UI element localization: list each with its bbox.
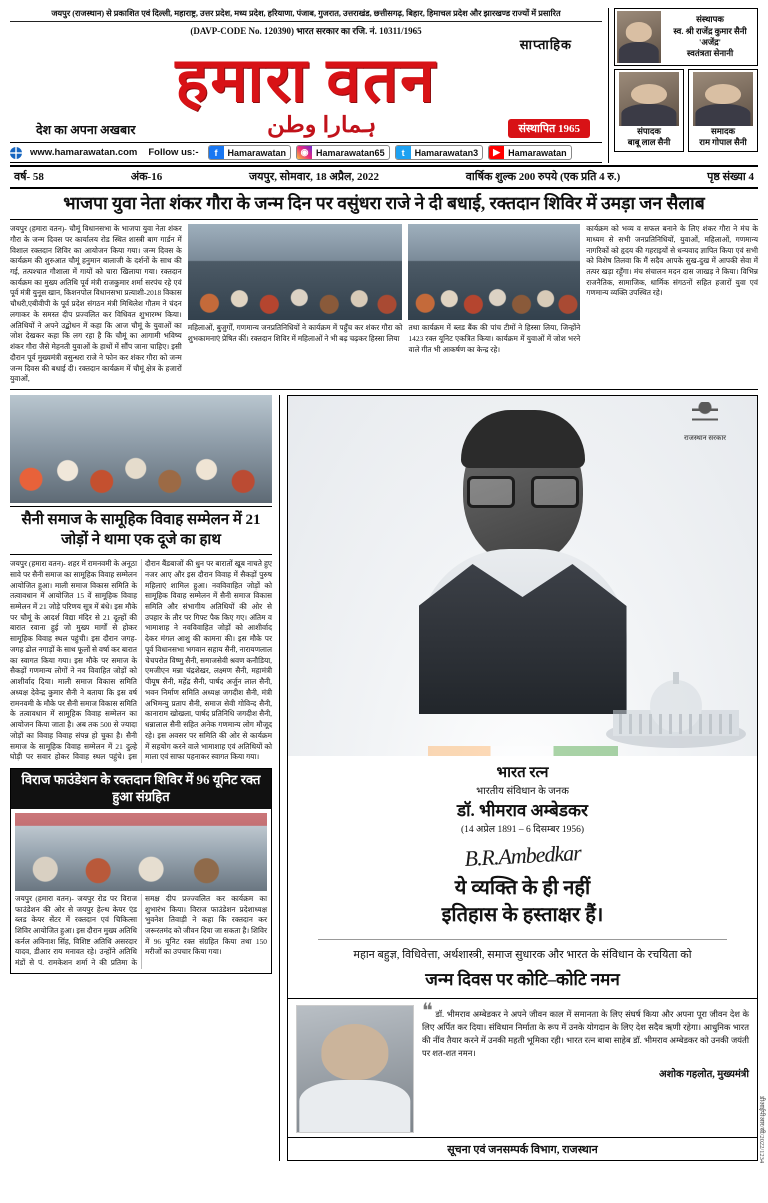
lead-col-2 xyxy=(188,224,403,385)
facebook-icon: f xyxy=(209,145,224,160)
volume-year: वर्ष- 58 xyxy=(14,171,44,184)
place-date: जयपुर, सोमवार, 18 अप्रैल, 2022 xyxy=(249,171,379,184)
instagram-button[interactable] xyxy=(296,145,390,160)
editor-left-role: संपादक xyxy=(637,126,661,136)
ambedkar-titles xyxy=(288,756,757,837)
divider-rule xyxy=(318,939,727,940)
lead-col-3-text: तथा कार्यक्रम में ब्लड बैंक की पांच टीमों ने हिस्सा लिया, जिन्होंने 1423 रक्त यूनिट एकत्रित किया। कार्यक्रम में युवाओं में जोश भरने वाले गीत भी आकर्षण का केन्द्र रहे। xyxy=(408,323,581,354)
story3-headline: विराज फाउंडेशन के रक्तदान शिविर में 96 यूनिट रक्त हुआ संग्रहित xyxy=(11,769,271,809)
editor-left-photo xyxy=(619,72,679,126)
editor-right-role: समादक xyxy=(710,126,736,136)
story2-headline: सैनी समाज के सामूहिक विवाह सम्मेलन में 21 जोड़ों ने थामा एक दूजे का हाथ xyxy=(10,506,272,555)
instagram-icon: ◉ xyxy=(297,145,312,160)
twitter-button[interactable] xyxy=(395,145,484,160)
social-bar xyxy=(10,142,602,163)
ad-vertical-credit: डीआईपीआर/सी/2022/1234 xyxy=(758,1095,765,1163)
twitter-handle: Hamarawatan3 xyxy=(414,147,479,158)
globe-icon xyxy=(10,147,22,159)
tagline: देश का अपना अखबार xyxy=(36,123,136,138)
title-row xyxy=(10,49,602,114)
lead-col-3 xyxy=(408,224,580,385)
cm-message-block xyxy=(288,998,757,1137)
established-badge: संस्थापित 1965 xyxy=(508,119,590,138)
founder-photo xyxy=(617,11,661,63)
editors-row xyxy=(614,69,758,152)
twitter-icon: t xyxy=(396,145,411,160)
lead-story xyxy=(10,220,758,390)
left-column xyxy=(10,395,272,1161)
chief-minister-photo xyxy=(296,1005,414,1133)
right-column xyxy=(279,395,765,1163)
ambedkar-hair xyxy=(461,410,585,468)
follow-label: Follow us:- xyxy=(148,147,199,159)
masthead xyxy=(10,8,758,167)
youtube-handle: Hamarawatan xyxy=(508,147,567,158)
facebook-button[interactable] xyxy=(208,145,292,160)
editor-left-box xyxy=(614,69,684,152)
editor-left-name: बाबू लाल सैनी xyxy=(627,137,671,148)
distribution-line: जयपुर (राजस्थान) से प्रकाशित एवं दिल्ली, महाराष्ट्र, उत्तर प्रदेश, मध्य प्रदेश, हरियाणा, पंजाब, गुजरात, उत्तराखंड, छत्तीसगढ़, बिहार, हिमाचल प्रदेश और झारखण्ड राज्यों में प्रसारित xyxy=(10,8,602,22)
editor-right-box xyxy=(688,69,758,152)
issue-number: अंक-16 xyxy=(130,171,163,184)
lead-headline: भाजपा युवा नेता शंकर गौरा के जन्म दिन पर वसुंधरा राजे ने दी बधाई, रक्तदान शिविर में उमड़ा जन सैलाब xyxy=(10,189,758,220)
lead-col-4: कार्यक्रम को भव्य व सफल बनाने के लिए शंकर गौरा ने मंच के माध्यम से सभी जनप्रतिनिधियों, युवाओं, महिलाओं, गणमान्य नागरिकों को हृदय की गहराइयों से धन्यवाद ज्ञापित किया एवं सभी को विशेष तिलवा कि मैं सदैव आपके सुख-दुख में आपकी सेवा में तत्पर खड़ा रहूँगा। मंच संचालन मदन दास जाखड़ ने किया। विभिन्न राजनैतिक, सामाजिक, धार्मिक संगठनों सहित हजारों युवा एवं गणमान्य व्यक्ति उपस्थित रहे। xyxy=(586,224,758,298)
ambedkar-quote xyxy=(288,871,757,937)
page-count: पृष्ठ संख्या 4 xyxy=(707,171,754,184)
bharat-ratna-label: भारत रत्न xyxy=(496,765,549,782)
ashoka-emblem-icon xyxy=(692,402,718,432)
story3-body: जयपुर (हमारा वतन)- जयपुर रोड पर विराज फाउंडेशन की ओर से जयपुर हेल्थ केयर एंड ब्लड केयर सेंटर में रक्तदान एवं चिकित्सा शिविर आयोजित हुआ। इस दौरान मुख्य अतिथि कर्नल अविनाश सिंह, विशिष्ट अतिथि असरदार यादव, डीआर राय मनावत रहे। उन्होंने अतिथि मंडों से पं. रामकेशन शर्मा ने की प्रतिमा के समक्ष दीप प्रज्ज्वलित कर कार्यक्रम का शुभारंभ किया। विराज फाउंडेशन प्रदेशाध्यक्ष भुवनेश तिवाड़ी ने कहा कि रक्तदान कर जरूरतमंद को जीवन दिया जा सकता है। शिविर में 96 यूनिट रक्त संग्रहित किया तथा 150 मरीजों का उपचार किया गया। xyxy=(15,893,267,968)
quote-mark-icon: ❝ xyxy=(422,1000,433,1023)
quote-line-2: इतिहास के हस्ताक्षर हैं। xyxy=(441,904,604,927)
paper-title: हमारा वतन xyxy=(175,47,437,116)
lead-col-2-text: महिलाओं, बुजुर्गों, गणमान्य जनप्रतिनिधियों ने कार्यक्रम में पहुँच कर शंकर गौरा को शुभकामनाएं प्रेषित कीं। रक्तदान शिविर में महिलाओं ने भी बढ़ चढ़कर हिस्सा लिया xyxy=(187,323,403,343)
founder-box xyxy=(614,8,758,66)
ambedkar-advertisement xyxy=(287,395,758,1161)
rally-photo xyxy=(188,224,403,320)
wedding-procession-photo xyxy=(10,395,272,503)
urdu-title: ہمارا وطن xyxy=(267,112,377,138)
blood-donation-camp-photo xyxy=(15,813,267,891)
emblem-label: राजस्थान सरकार xyxy=(683,434,727,443)
tricolor-stripe xyxy=(428,746,618,756)
story3-box xyxy=(10,768,272,974)
instagram-handle: Hamarawatan65 xyxy=(316,147,385,158)
masthead-left xyxy=(10,8,608,163)
founder-role: संस्थापक xyxy=(696,14,724,25)
facebook-handle: Hamarawatan xyxy=(227,147,287,158)
ambedkar-dates: (14 अप्रेल 1891 – 6 दिसम्बर 1956) xyxy=(460,825,584,836)
masthead-subrow xyxy=(10,112,602,138)
lead-col-1: जयपुर (हमारा वतन)- चौमूं विधानसभा के भाजपा युवा नेता शंकर गौरा के जन्म दिवस पर कार्यालय रोड स्थित शास्त्री बाग गार्डन में विशाल रक्तदान शिविर का आयोजन किया गया। जन्म दिवस के कार्यक्रम की शुरुआत चौमूं हनुमान बालाजी के दर्शनों के साथ की गई, तत्पश्चात गौशाला में गायों को चारा खिलाया गया। रक्तदान कार्यक्रम का मुख्य अतिथि पूर्व मंत्री राजकुमार शर्मा सरपंच रहे एवं पूर्व मंत्री युनूस खान, किशनपोल विधानसभा प्रत्याशी-2018 विकास चौधरी,एबीवीपी के पूर्व प्रदेश संगठन मंत्री मिथिलेश गौतम ने चंदन लगाकर के समस्त दीप प्रज्वलित कर विधिवत शुभारम्भ किया। अतिथियों ने अपने उद्बोधन में कहा कि आज चौमूं के युवाओं का जोश देखकर कहा कि लग रहा है कि चौमूं का आगामी भविष्य शंकर गौरा जैसे मेहनती युवाओं के हाथों में सौंप जाना चाहिए। इसी दौरान पूर्व मुख्यमंत्री वसुन्धरा राजे ने फोन कर शंकर गौरा को जन्म जन्म दिवस की बधाई दी। रक्तदान कार्यक्रम में चौमूं क्षेत्र के हजारों युवाओं, xyxy=(10,224,182,384)
ambedkar-signature: B.R.Ambedkar xyxy=(463,840,582,872)
cm-quote-column xyxy=(422,1000,749,1082)
constitution-subtitle: भारतीय संविधान के जनक xyxy=(476,786,569,798)
subscription-price: वार्षिक शुल्क 200 रुपये (एक प्रति 4 रु.) xyxy=(465,171,621,184)
department-footer: सूचना एवं जनसम्पर्क विभाग, राजस्थान xyxy=(288,1137,757,1160)
blood-camp-photo xyxy=(408,224,580,320)
editor-right-name: राम गोपाल सैनी xyxy=(699,137,747,148)
youtube-button[interactable] xyxy=(488,145,572,160)
birthday-salutation: जन्म दिवस पर कोटि–कोटि नमन xyxy=(425,970,620,990)
issue-info-bar xyxy=(10,167,758,189)
youtube-icon: ▶ xyxy=(489,145,504,160)
davp-code-line: (DAVP-CODE No. 120390) भारत सरकार का रजि. नं. 10311/1965 xyxy=(190,26,422,37)
website-link[interactable]: www.hamarawatan.com xyxy=(30,147,138,159)
quote-line-1: ये व्यक्ति के ही नहीं xyxy=(454,877,591,900)
ambedkar-portrait xyxy=(418,414,628,714)
editor-right-photo xyxy=(693,72,753,126)
ambedkar-descriptor: महान बहुज्ञ, विधिवेत्ता, अर्थशास्त्री, समाज सुधारक और भारत के संविधान के रचयिता को xyxy=(353,949,692,962)
spectacles-icon xyxy=(467,476,579,502)
parliament-building-icon xyxy=(601,664,751,750)
cm-name: अशोक गहलोत, मुख्यमंत्री xyxy=(659,1068,749,1080)
lower-section xyxy=(10,390,765,1163)
saptahik-label: साप्ताहिक xyxy=(519,37,572,53)
masthead-right xyxy=(608,8,758,163)
founder-name: स्व. श्री राजेंद्र कुमार सैनी 'अजेंद्र' xyxy=(673,25,747,47)
ambedkar-artwork xyxy=(288,396,757,756)
story2-body: जयपुर (हमारा वतन)- शहर में रामनवमी के अनूठा सावे पर सैनी समाज का सामूहिक विवाह सम्मेलन आयोजित हुआ। माली समाज विकास समिति के तत्वावधान में आयोजित 15 वें सामूहिक विवाह सम्मेलन में 21 जोड़े परिणय सूत्र में बंधे। इस मौके पर चौमूं के आदर्श विद्या मंदिर से 21 दूल्हों की बारात रवाना हुई जो मुख्य मार्गों से होकर सामूहिक विवाह स्थल पहुंची। इस दौरान जगह-जगह ढोल नगाड़ों के साथ फूलों से वर्षा कर बारात का स्वागत किया गया। इस मौके पर समाज के सैकड़ों गणमान्य लोगों ने नव विवाहित जोड़ों को आशीर्वाद दिया। माली समाज विकास समिति अध्यक्ष देवेन्द्र कुमार सैनी ने बताया कि इस वर्ष रामनवमी के मौके पर सैनी समाज विकास समिति के तत्वावधान में सामूहिक विवाह सम्मेलन का आयोजन किया जाता है। अब तक 500 से ज्यादा जोड़ों का विवाह विवाह संपन्न हो चुका है। सैनी समाज के सामूहिक विवाह सम्मेलन में 21 दुल्हे घोड़ी पर सवार होकर विवाह स्थल पहुंचे। इस दौरान बैंडबाजों की धुन पर बारातों खूब नाचते हुए नजर आए और इस दौरान विवाह में सैकड़ों पुरुष महिलाएं शामिल हुआ। नवविवाहित जोड़ों को सामूहिक विवाह सम्मेलन में सैनी समाज विकास समिति और संभागीय अतिथियों की ओर से उपहार के तौर पर गिफ्ट पैक किए गए। अंतिम व भामाशाह ने नवविवाहित जोड़ों को आशीर्वाद देकर मंगल आशु की कामना की। इस मौके पर पूर्व विधानसभा भगवान सहाय सैनी, नारायणलाल चेचपरोत विष्णु सैनी, समाजसेवी श्रवण कनौडिया, एमजीएन मन्ना चंद्रशेखर, लक्ष्मण सैनी, महामंत्री पीयूष सैनी, महेंद्र सैनी, पार्षद अर्जुन लाल सैनी, भवन निर्माण समिति अध्यक्ष जगदीश सैनी, मंत्री अभिमन्यु प्रताप सैनी, समाज सेवी गोविन्द सैनी, कानाराम खोखला, पार्षद प्रतिनिधि जगदीश सैनी, धन्नालाल सैनी सहित अनेक गणमान्य लोग मौजूद रहे। इस अवसर पर समिति की ओर से कार्यक्रम में सहयोग करने वाले भामाशाह एवं अतिथियों को माला एवं साफा पहनाकर स्वागत किया गया। xyxy=(10,559,272,762)
ambedkar-name: डॉ. भीमराव अम्बेडकर xyxy=(457,801,588,821)
rajasthan-emblem xyxy=(663,402,747,442)
founder-note: स्वतंत्रता सेनानी xyxy=(686,48,734,59)
cm-quote-text: डॉ. भीमराव अम्बेडकर ने अपने जीवन काल में समानता के लिए संघर्ष किया और अपना पूरा जीवन देश के लिए अर्पित कर दिया। संविधान निर्माता के रूप में उनके योगदान के लिए देश सदैव ऋणी रहेगा। आधुनिक भारत की नींव तैयार करने में उनकी महती भूमिका रही। भारत रत्न बाबा साहेब डॉ. भीमराव अम्बेडकर को उनकी जयंती पर शत-शत नमन। xyxy=(422,1010,749,1059)
